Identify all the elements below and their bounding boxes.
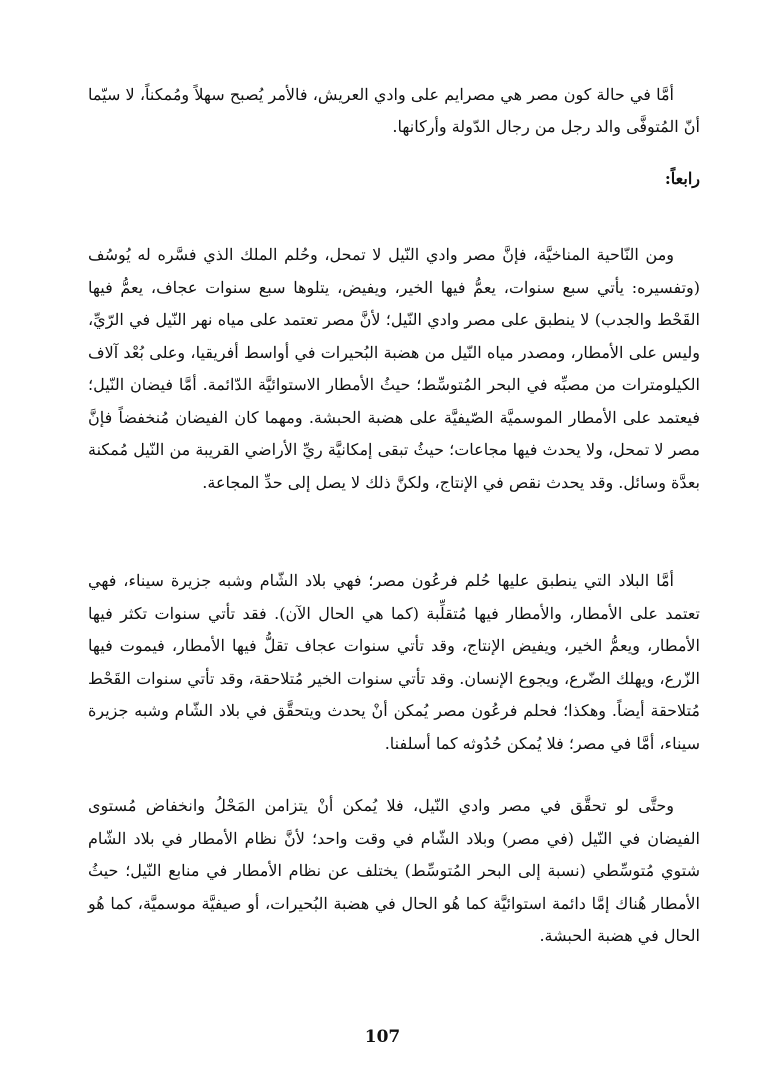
- section-heading: رابعاً:: [664, 169, 700, 188]
- page-number: 107: [364, 1027, 401, 1047]
- paragraph-intro: أمَّا في حالة كون مصر هي مصرايم على وادي العريش، فالأمر يُصبح سهلاً ومُمكناً، لا سيّما أنّ المُتوفَّى والد رجل من رجال الدّولة وأركانها.: [88, 85, 700, 136]
- paragraph-levant: أمَّا البلاد التي ينطبق عليها حُلم فرعُون مصر؛ فهي بلاد الشّام وشبه جزيرة سيناء، فهي تعتمد على الأمطار، والأمطار فيها مُتقلِّبة (كما هي الحال الآن). فقد تأتي سنوات تكثر فيها الأمطار، ويعمُّ الخير، ويفيض الإنتاج، وقد تأتي سنوات عجاف تقلُّ فيها الأمطار، فيموت فيها الزّرع، ويهلك الضّرع، ويجوع الإنسان. وقد تأتي سنوات الخير مُتلاحقة، وقد تأتي سنوات القَحْط مُتلاحقة أيضاً. وهكذا؛ فحلم فرعُون مصر يُمكن أنْ يحدث ويتحقَّق في بلاد الشّام وشبه جزيرة سيناء، أمَّا في مصر؛ فلا يُمكن حُدُوثه كما أسلفنا.: [88, 571, 700, 753]
- paragraph-climate: ومن النّاحية المناخيَّة، فإنَّ مصر وادي النّيل لا تمحل، وحُلم الملك الذي فسَّره له يُوسُف (وتفسيره: يأتي سبع سنوات، يعمُّ فيها الخير، ويفيض، يتلوها سبع سنوات عجاف، يعمُّ فيها القَحْط والجدب) لا ينطبق على مصر وادي النّيل؛ لأنَّ مصر تعتمد على مياه نهر النّيل في الرّيِّ، وليس على الأمطار، ومصدر مياه النّيل من هضبة البُحيرات في أواسط أفريقيا، وعلى بُعْد آلاف الكيلومترات من مصبِّه في البحر المُتوسِّط؛ حيثُ الأمطار الاستوائيَّة الدّائمة. أمَّا فيضان النّيل؛ فيعتمد على الأمطار الموسميَّة الصّيفيَّة على هضبة الحبشة. ومهما كان الفيضان مُنخفضاً فإنَّ مصر لا تمحل، ولا يحدث فيها مجاعات؛ حيثُ تبقى إمكانيَّة ريِّ الأراضي القريبة من النّيل مُمكنة بعدَّة وسائل. وقد يحدث نقص في الإنتاج، ولكنَّ ذلك لا يصل إلى حدِّ المجاعة.: [88, 245, 701, 492]
- paragraph-conclusion: وحتَّى لو تحقَّق في مصر وادي النّيل، فلا يُمكن أنْ يتزامن المَحْلُ وانخفاض مُستوى الفيضان في النّيل (في مصر) وبلاد الشّام في وقت واحد؛ لأنَّ نظام الأمطار في بلاد الشّام شتوي مُتوسِّطي (نسبة إلى البحر المُتوسِّط) يختلف عن نظام الأمطار في منابع النّيل؛ حيثُ الأمطار هُناك إمَّا دائمة استوائيَّة كما هُو الحال في هضبة البُحيرات، أو صيفيَّة موسميَّة، كما هُو الحال في هضبة الحبشة.: [88, 796, 701, 945]
